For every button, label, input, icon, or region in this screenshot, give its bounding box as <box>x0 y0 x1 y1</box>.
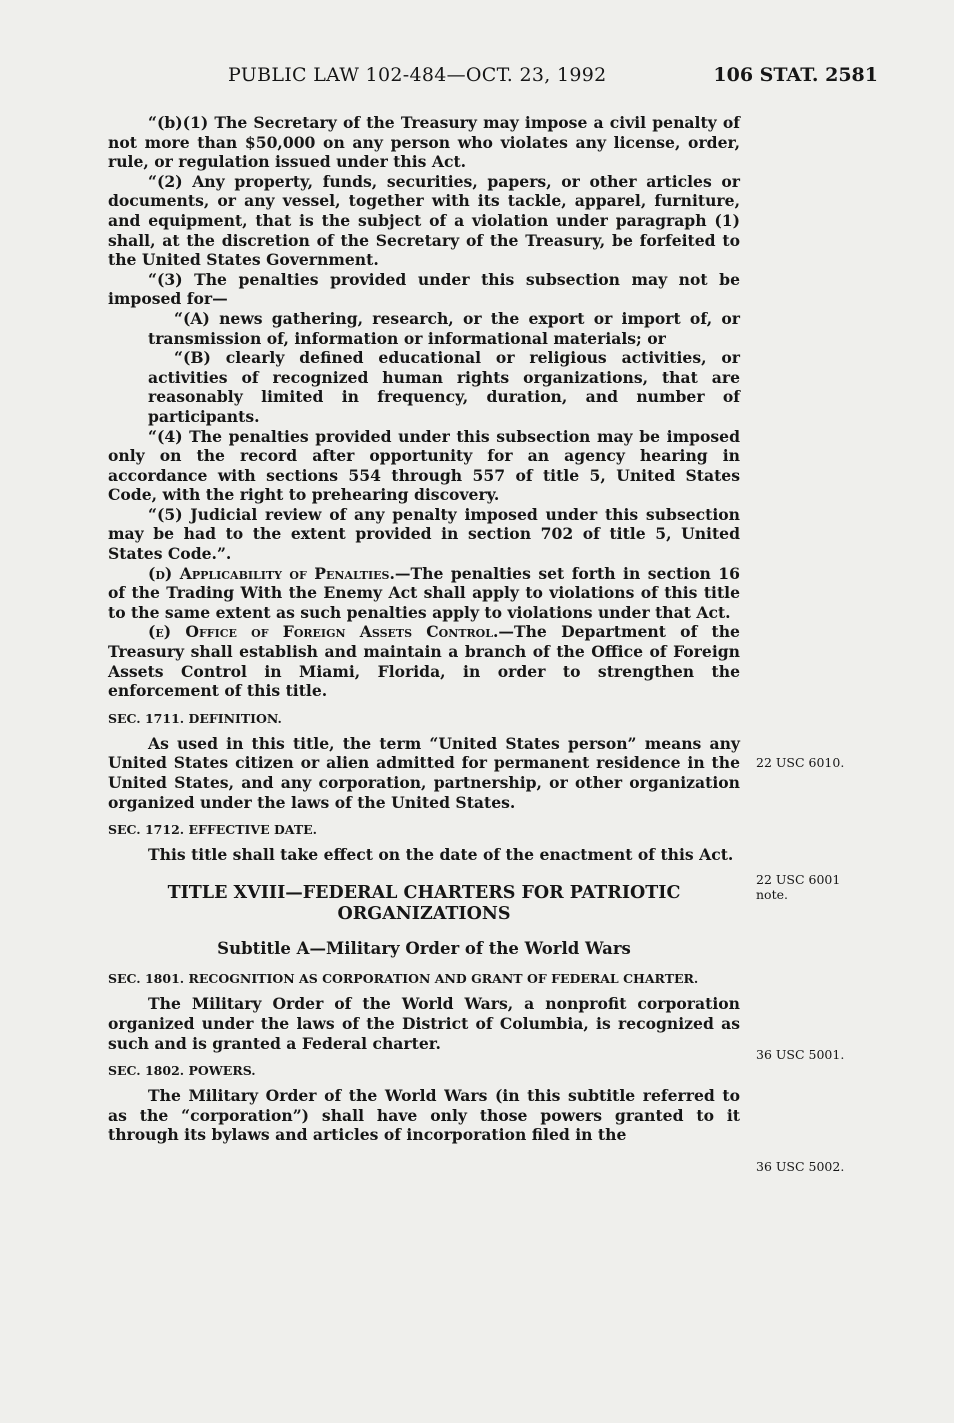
paragraph-d-heading: (d) Applicability of Penalties. <box>148 563 395 583</box>
page-header <box>108 64 878 94</box>
paragraph-b4: “(4) The penalties provided under this subsection may be imposed only on the record after opportunity for an agency hearing in accordance with sections 554 through 557 of title 5, United States Code, with the right to prehearing discovery. <box>108 426 740 505</box>
margin-note-1712: 22 USC 6001 note. <box>756 872 841 902</box>
margin-note-1711: 22 USC 6010. <box>756 755 845 770</box>
paragraph-e-heading: (e) Office of Foreign Assets Control. <box>148 622 499 642</box>
paragraph-e-text: —The Department of the Treasury shall establish and maintain a branch of the Office of Foreign Assets Control in Miami, Florida, in order to strengthen the enforcement of this title. <box>108 622 740 701</box>
section-1712-text: This title shall take effect on the date of the enactment of this Act. <box>148 845 734 865</box>
paragraph-b1: “(b)(1) The Secretary of the Treasury may impose a civil penalty of not more than $50,000 on any person who violates any license, order, rule, or regulation issued under this Act. <box>108 113 740 172</box>
paragraph-d-text: —The penalties set forth in section 16 of the Trading With the Enemy Act shall apply to violations of this title to the same extent as such penalties apply to violations under that Act. <box>108 563 740 622</box>
section-1801-heading: SEC. 1801. RECOGNITION AS CORPORATION AND GRANT OF FEDERAL CHARTER. <box>108 971 699 987</box>
running-head: PUBLIC LAW 102-484—OCT. 23, 1992 <box>228 64 607 86</box>
statute-reference: 106 STAT. 2581 <box>713 64 878 86</box>
paragraph-b3b: “(B) clearly defined educational or religious activities, or activities of recognized human rights organizations, that are reasonably limited in frequency, duration, and number of participants. <box>148 348 740 426</box>
section-1801-text: The Military Order of the World Wars, a nonprofit corporation organized under the laws of the District of Columbia, is recognized as such and is granted a Federal charter. <box>108 994 740 1053</box>
margin-note-1802: 36 USC 5002. <box>756 1159 845 1174</box>
document-body <box>108 113 740 1145</box>
margin-note-1801: 36 USC 5001. <box>756 1047 845 1062</box>
section-1712-heading: SEC. 1712. EFFECTIVE DATE. <box>108 822 317 838</box>
paragraph-b3: “(3) The penalties provided under this subsection may not be imposed for— <box>108 269 740 309</box>
title-xviii-heading: TITLE XVIII—FEDERAL CHARTERS FOR PATRIOTIC ORGANIZATIONS <box>167 882 681 924</box>
paragraph-b2: “(2) Any property, funds, securities, papers, or other articles or documents, or any vessel, together with its tackle, apparel, furniture, and equipment, that is the subject of a violation under paragraph (1) shall, at the discretion of the Secretary of the Treasury, be forfeited to the United States Government. <box>108 171 740 270</box>
section-1802-heading: SEC. 1802. POWERS. <box>108 1063 256 1079</box>
paragraph-e <box>108 622 740 700</box>
section-1711-heading: SEC. 1711. DEFINITION. <box>108 710 282 726</box>
section-1802-text: The Military Order of the World Wars (in this subtitle referred to as the “corporation”) shall have only those powers granted to it through its bylaws and articles of incorporation filed in the <box>108 1086 740 1145</box>
subtitle-a-heading: Subtitle A—Military Order of the World Wars <box>217 938 631 958</box>
paragraph-b3a: “(A) news gathering, research, or the export or import of, or transmission of, information or informational materials; or <box>148 308 740 348</box>
section-1711-text: As used in this title, the term “United States person” means any United States citizen or alien admitted for permanent residence in the United States, and any corporation, partnership, or other organization organized under the laws of the United States. <box>108 733 740 812</box>
paragraph-d <box>108 564 740 623</box>
paragraph-b5: “(5) Judicial review of any penalty imposed under this subsection may be had to the extent provided in section 702 of title 5, United States Code.”. <box>108 504 740 564</box>
